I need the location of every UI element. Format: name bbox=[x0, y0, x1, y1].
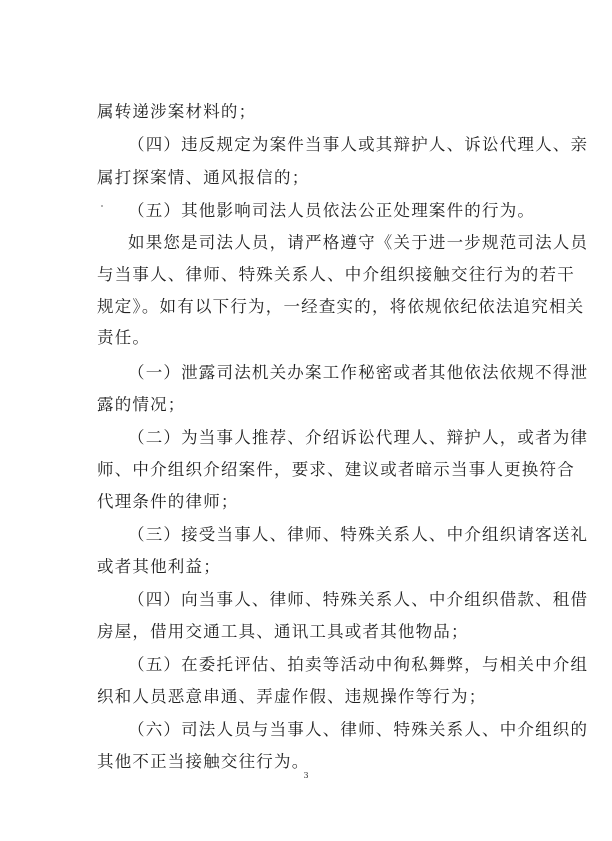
text-line: （三）接受当事人、律师、特殊关系人、中介组织请客送礼 bbox=[128, 525, 589, 544]
text-line: （五）其他影响司法人员依法公正处理案件的行为。 bbox=[128, 201, 536, 220]
text-line: （五）在委托评估、拍卖等活动中徇私舞弊，与相关中介组 bbox=[128, 655, 589, 674]
text-line: （四）向当事人、律师、特殊关系人、中介组织借款、租借 bbox=[128, 590, 589, 609]
text-line: 属转递涉案材料的； bbox=[97, 102, 257, 121]
text-line: 责任。 bbox=[97, 328, 151, 347]
text-line: 与当事人、律师、特殊关系人、中介组织接触交往行为的若干 bbox=[97, 265, 575, 284]
text-line: 代理条件的律师； bbox=[97, 492, 239, 511]
page-number: 3 bbox=[303, 771, 309, 780]
text-line: 师、中介组织介绍案件，要求、建议或者暗示当事人更换符合 bbox=[97, 460, 575, 479]
text-line: 织和人员恶意串通、弄虚作假、违规操作等行为； bbox=[97, 687, 487, 706]
text-line: （二）为当事人推荐、介绍诉讼代理人、辩护人，或者为律 bbox=[128, 428, 589, 447]
text-line: 如果您是司法人员，请严格遵守《关于进一步规范司法人员 bbox=[128, 233, 589, 252]
text-line: 其他不正当接触交往行为。 bbox=[97, 752, 310, 771]
text-line: 房屋，借用交通工具、通讯工具或者其他物品； bbox=[97, 622, 469, 641]
text-line: 规定》。如有以下行为，一经查实的，将依规依纪依法追究相关 bbox=[97, 297, 585, 316]
text-line: （六）司法人员与当事人、律师、特殊关系人、中介组织的 bbox=[128, 720, 589, 739]
text-line: 露的情况； bbox=[97, 395, 186, 414]
text-line: 属打探案情、通风报信的； bbox=[97, 168, 310, 187]
text-line: 或者其他利益； bbox=[97, 557, 221, 576]
text-line: （一）泄露司法机关办案工作秘密或者其他依法依规不得泄 bbox=[128, 363, 589, 382]
scan-speck bbox=[101, 205, 103, 207]
text-line: （四）违反规定为案件当事人或其辩护人、诉讼代理人、亲 bbox=[128, 135, 589, 154]
